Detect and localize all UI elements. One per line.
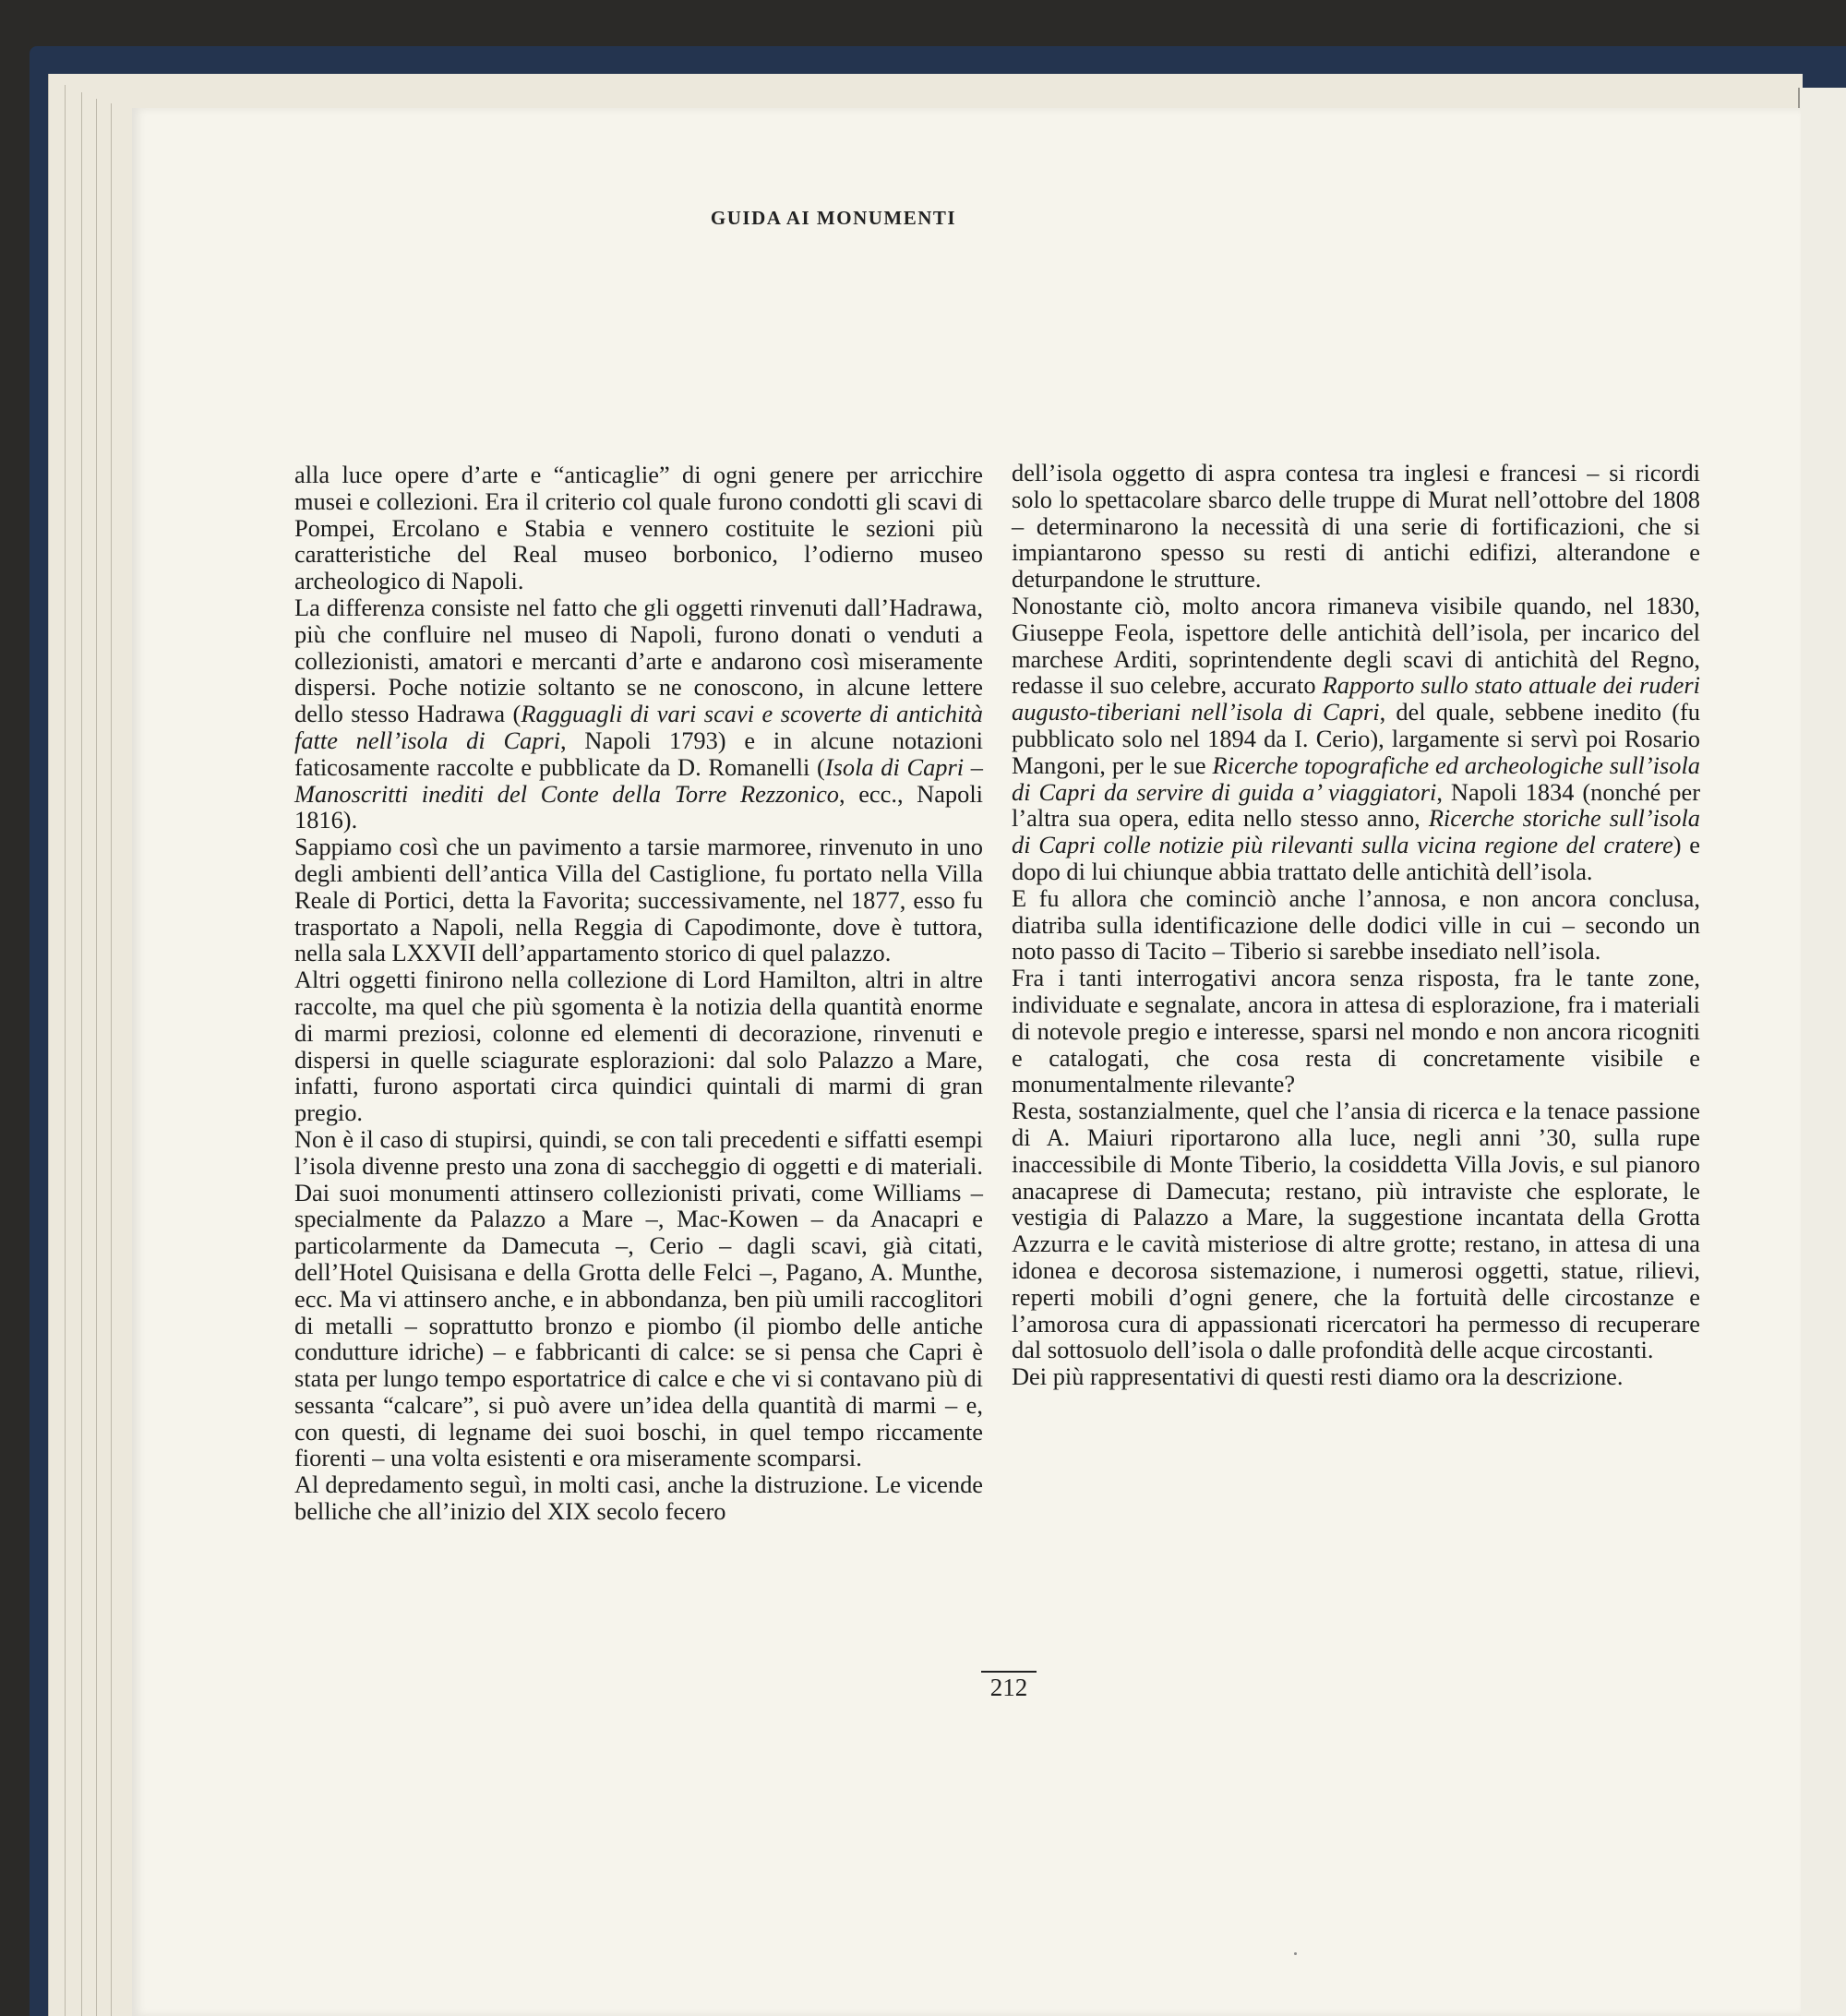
paper-speck [1294,1952,1297,1955]
paragraph [1012,460,1700,593]
text-run: Non è il caso di stupirsi, quindi, se con tali precedenti e siffatti esempi l’isola divenne presto una zona di saccheggio di oggetti e di materiali. Dai suoi monumenti attinsero collezionisti privati, come Williams – specialmente da Palazzo a Mare –, Mac-Kowen – da Anacapri e particolarmente da Damecuta –, Cerio – dagli scavi, già citati, dell’Hotel Quisisana e della Grotta delle Felci –, Pagano, A. Munthe, ecc. Ma vi attinsero anche, e in abbondanza, ben più umili raccoglitori di metalli – soprattutto bronzo e piombo (il piombo delle antiche condutture idriche) – e fabbricanti di calce: se si pensa che Capri è stata per lungo tempo esportatrice di calce e che vi si contavano più di sessanta “calcare”, si può avere un’idea della quantità di marmi – e, con questi, di legname dei suoi boschi, in quel tempo riccamente fiorenti – una volta esistenti e ora miseramente scomparsi. [294,1124,983,1472]
text-run: Nonostante ciò, molto ancora rimaneva visibile quando, nel 1830, Giuseppe Feola, ispettore delle antichità dell’isola, per incarico del marchese Arditi, soprintendente degli scavi di antichità del Regno, redasse il suo celebre, accurato [1012,591,1700,700]
paragraph [1012,885,1700,965]
left-text-column [294,462,983,1525]
facing-page-edge [1798,88,1846,2016]
paragraph [294,594,983,834]
right-text-column [1012,460,1700,1390]
text-run: Fra i tanti interrogativi ancora senza risposta, fra le tante zone, individuate e segnalate, ancora in attesa di esplorazione, fra i materiali di notevole pregio e interesse, sparsi nel mondo e non ancora ricogniti e catalogati, che cosa resta di concretamente visibile e monumentalmente rilevante? [1012,964,1700,1098]
text-run: dell’isola oggetto di aspra contesa tra inglesi e francesi – si ricordi solo lo spettacolare sbarco delle truppe di Murat nell’ottobre del 1808 – determinarono la necessità di una serie di fortificazioni, che si impiantarono spesso su resti di antichi edifizi, alterandone e deturpandone le strutture. [1012,459,1700,594]
text-run: Sappiamo così che un pavimento a tarsie marmoree, rinvenuto in uno degli ambienti dell’antica Villa del Castiglione, fu portato nella Villa Reale di Portici, detta la Favorita; successivamente, nel 1877, esso fu trasportato a Napoli, nella Reggia di Capodimonte, dove è tuttora, nella sala LXXVII dell’appartamento storico di quel palazzo. [294,833,983,967]
text-run: , del quale, sebbene inedito (fu pubblicato solo nel 1894 da I. Cerio), largamente si servì poi Rosario Mangoni, per le sue [1012,698,1701,779]
text-run: La differenza consiste nel fatto che gli oggetti rinvenuti dall’Hadrawa, più che confluire nel museo di Napoli, furono donati o venduti a collezionisti, amatori e mercanti d’arte e andarono così miseramente dispersi. Poche notizie soltanto se ne conoscono, in alcune lettere dello stesso Hadrawa ( [294,593,983,728]
running-head: GUIDA AI MONUMENTI [710,207,957,229]
text-run: Dei più rappresentativi di questi resti diamo ora la descrizione. [1012,1362,1624,1391]
text-run: Altri oggetti finirono nella collezione di Lord Hamilton, altri in altre raccolte, ma quel che più sgomenta è la notizia della quantità enorme di marmi preziosi, colonne ed elementi di decorazione, rinvenuti e dispersi in quelle sciagurate esplorazioni: dal solo Palazzo a Mare, infatti, furono asportati circa quindici quintali di marmi di gran pregio. [294,966,983,1127]
paragraph [294,462,983,594]
paragraph [294,1471,983,1525]
text-run: E fu allora che cominciò anche l’annosa, e non ancora conclusa, diatriba sulla identificazione delle dodici ville in cui – secondo un noto passo di Tacito – Tiberio si sarebbe insediato nell’isola. [1012,883,1700,966]
paragraph [1012,1098,1700,1363]
text-run: Resta, sostanzialmente, quel che l’ansia di ricerca e la tenace passione di A. Maiuri riportarono alla luce, negli anni ’30, sulla rupe inaccessibile di Monte Tiberio, la cosiddetta Villa Jovis, e sul pianoro anacaprese di Damecuta; restano, più intraviste che esplorate, le vestigia di Palazzo a Mare, la suggestione incantata della Grotta Azzurra e le cavità misteriose di altre grotte; restano, in attesa di una idonea e decorosa sistemazione, i numerosi oggetti, statue, rilievi, reperti mobili d’ogni genere, che la fortuità delle circostanze e l’amorosa cura di appassionati ricercatori ha permesso di recuperare dal sottosuolo dell’isola o dalle profondità delle acque circostanti. [1012,1097,1700,1364]
text-run: alla luce opere d’arte e “anticaglie” di ogni genere per arricchire musei e collezioni. Era il criterio col quale furono condotti gli scavi di Pompei, Ercolano e Stabia e vennero costituite le sezioni più caratteristiche del Real museo borbonico, l’odierno museo archeologico di Napoli. [294,461,983,595]
paragraph [1012,965,1700,1098]
paragraph [1012,1363,1700,1390]
paragraph [294,966,983,1126]
book-page [132,108,1801,2016]
paragraph [294,834,983,966]
italic-title: Rapporto sullo stato attuale dei ruderi augusto-tiberiani nell’isola di Capri [1012,671,1700,726]
italic-title: Ricerche storiche sull’isola di Capri colle notizie più rilevanti sulla vicina regione del cratere [1012,804,1700,859]
text-run: Al depredamento seguì, in molti casi, anche la distruzione. Le vicende belliche che all’inizio del XIX secolo fecero [294,1470,983,1526]
italic-title: Ricerche topografiche ed archeologiche sull’isola di Capri da servire di guida a’ viaggiatori [1012,750,1701,806]
italic-title: Ragguagli di vari scavi e scoverte di antichità fatte nell’isola di Capri [294,700,983,754]
text-run: , Napoli 1793) e in alcune notazioni faticosamente raccolte e pubblicate da D. Romanelli ( [294,726,983,781]
paragraph [294,1126,983,1471]
italic-title: Isola di Capri – Manoscritti inediti del Conte della Torre Rezzonico [294,752,983,808]
page-number: 212 [981,1671,1037,1702]
paragraph [1012,593,1700,885]
text-run: , Napoli 1834 (nonché per l’altra sua opera, edita nello stesso anno, [1012,777,1700,833]
text-run: , ecc., Napoli 1816). [294,779,983,834]
text-run: ) e dopo di lui chiunque abbia trattato delle antichità dell’isola. [1012,831,1700,885]
